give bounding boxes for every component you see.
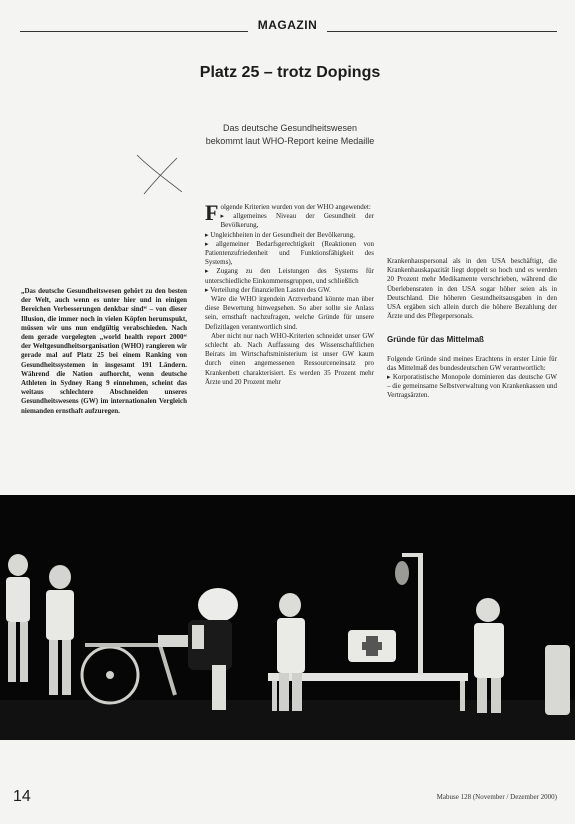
body-column-3 <box>387 257 557 401</box>
criteria-item: ▸ Ungleichheiten in der Gesundheit der Bevölkerung, <box>205 230 355 239</box>
publication-line: Mabuse 128 (November / Dezember 2000) <box>436 793 557 801</box>
article-title: Platz 25 – trotz Dopings <box>199 64 381 81</box>
section-label: MAGAZIN <box>0 18 575 32</box>
lead-column <box>21 287 187 416</box>
photo-toy-figures <box>0 495 575 740</box>
page-number: 14 <box>13 788 31 805</box>
paragraph: Folgende Gründe sind meines Erachtens in erster Linie für das Mittelmaß des bundesdeutschen GW verantwortlich: <box>387 354 557 372</box>
toy-figures-image <box>0 495 575 740</box>
lead-text: „Das deutsche Gesundheitswesen gehört zu den besten der Welt, auch wenn es unter hier und in einigen Bereichen Verbesserungen denkbar sind“ – von dieser Illusion, die immer noch in vielen Köpfen herumspukt, müssen wir uns nun endgültig verabschieden. Nach dem gerade vorgelegten „world health report 2000“ der Weltgesundheitsorganisation (WHO) rangieren wir gerade mal auf Platz 25 bei einem Ranking von Gesundheitssystemen in insgesamt 191 Ländern. Während die Nation aufhorcht, wenn deutsche Athleten in Sydney Rang 9 einnehmen, scheint das weitaus schlechtere Abschneiden unseres Gesundheitswesens (GW) im internationalen Vergleich niemanden ernsthaft aufzuregen. <box>21 287 187 415</box>
pen-mark <box>132 150 192 200</box>
paragraph: Aber nicht nur nach WHO-Kriterien schneidet unser GW schlecht ab. Nach Auffassung des Wissenschaftlichen Beirats im Wirtschaftsministerium ist unser GW kaum durch einen angemessenen Ressourceneinsatz pro Krankenbett charakterisiert. Es werden 35 Prozent mehr Ärzte und 20 Prozent mehr <box>205 331 374 386</box>
criteria-item: ▸ allgemeiner Bedarfsgerechtigkeit (Reaktionen von Patientenzufriedenheit und Funktionsfähigkeit des Systems), <box>205 239 374 267</box>
drop-cap: F <box>205 200 219 225</box>
article-subtitle: Das deutsche Gesundheitswesen bekommt laut WHO-Report keine Medaille <box>205 123 375 146</box>
criteria-item: ▸ Zugang zu den Leistungen des Systems für unterschiedliche Einkommensgruppen, und schließlich <box>205 267 374 285</box>
paragraph: ▸ Korporatistische Monopole dominieren das deutsche GW – die gemeinsame Selbstverwaltung von Krankenkassen und Vertragsärzten. <box>387 373 557 400</box>
criteria-item: ▸ Verteilung der finanziellen Lasten des GW. <box>205 285 331 294</box>
paragraph: Krankenhauspersonal als in den USA beschäftigt, die Krankenhauskapazität liegt doppelt so hoch und es werden 20 Prozent mehr Medikamente verschrieben, während die Überlebensraten in den USA sogar höher seien als in Deutschland. Die höheren Gesundheitsausgaben in den USA ergäben sich allein durch die höhere Bezahlung der Ärzte und des Pflegepersonals. <box>387 257 557 321</box>
subheading: Gründe für das Mittelmaß <box>387 335 484 345</box>
criteria-item: ▸ allgemeines Niveau der Gesundheit der Bevölkerung, <box>220 212 374 230</box>
paragraph: Wäre die WHO irgendein Arztverband könnte man über diese Bewertung hinwegsehen. So aber sollte sie Anlass sein, ernsthaft nachzufragen, welche Gründe für unsere Defizitlagen verantwortlich sind. <box>205 295 374 331</box>
body-column-2 <box>205 200 374 387</box>
criteria-intro: olgende Kriterien wurden von der WHO angewendet: <box>220 203 371 211</box>
